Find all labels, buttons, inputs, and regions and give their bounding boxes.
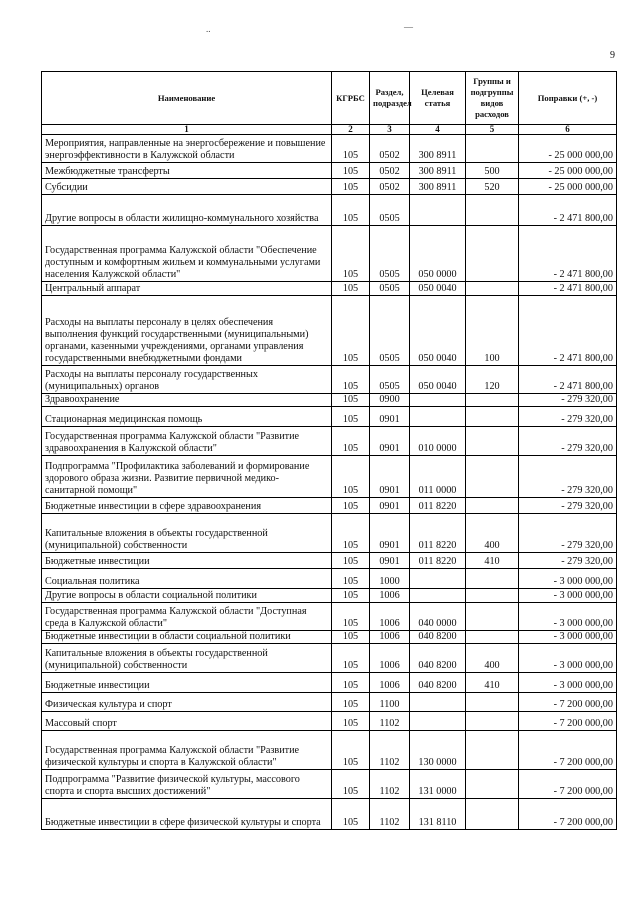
row-section-cell: 0502: [370, 135, 410, 163]
row-name-cell: Государственная программа Калужской области "Обеспечение доступным и комфортным жильем и коммунальными услугами населения Калужской области": [42, 226, 332, 282]
row-section-cell: 0901: [370, 427, 410, 456]
row-kgrbs-cell: 105: [332, 712, 370, 731]
row-kgrbs-cell: 105: [332, 644, 370, 673]
row-kgrbs-cell: 105: [332, 498, 370, 514]
row-target-cell: 050 0040: [410, 366, 466, 394]
row-name-cell: Капитальные вложения в объекты государственной (муниципальной) собственности: [42, 514, 332, 553]
row-section-cell: 1006: [370, 631, 410, 644]
row-section-cell: 1102: [370, 731, 410, 770]
row-target-cell: 300 8911: [410, 163, 466, 179]
row-group-cell: [466, 135, 519, 163]
column-number: 3: [370, 125, 410, 135]
row-kgrbs-cell: 105: [332, 553, 370, 569]
row-amount-cell: - 3 000 000,00: [519, 603, 617, 631]
table-row: [42, 163, 617, 179]
row-target-cell: [410, 712, 466, 731]
scan-mark-left: ..: [206, 24, 211, 34]
row-target-cell: 011 0000: [410, 456, 466, 498]
row-name-cell: Бюджетные инвестиции: [42, 673, 332, 693]
row-amount-cell: - 7 200 000,00: [519, 731, 617, 770]
row-target-cell: 011 8220: [410, 514, 466, 553]
row-kgrbs-cell: 105: [332, 296, 370, 366]
row-section-cell: 1102: [370, 712, 410, 731]
table-row: [42, 456, 617, 498]
column-number: 2: [332, 125, 370, 135]
row-target-cell: 300 8911: [410, 179, 466, 195]
row-amount-cell: - 25 000 000,00: [519, 135, 617, 163]
row-section-cell: 0502: [370, 179, 410, 195]
row-kgrbs-cell: 105: [332, 195, 370, 226]
row-section-cell: 0505: [370, 195, 410, 226]
table-row: [42, 427, 617, 456]
row-name-cell: Расходы на выплаты персоналу в целях обеспечения выполнения функций государственными (муниципальными) органами, казенными учреждениями, органами управления государственными внебюджетными фондами: [42, 296, 332, 366]
column-number: 5: [466, 125, 519, 135]
row-section-cell: 1100: [370, 693, 410, 712]
row-section-cell: 0901: [370, 456, 410, 498]
row-target-cell: 040 8200: [410, 631, 466, 644]
header-name: Наименование: [42, 72, 332, 125]
row-name-cell: Бюджетные инвестиции: [42, 553, 332, 569]
row-section-cell: 1006: [370, 673, 410, 693]
row-group-cell: [466, 712, 519, 731]
row-target-cell: 011 8220: [410, 498, 466, 514]
row-name-cell: Расходы на выплаты персоналу государственных (муниципальных) органов: [42, 366, 332, 394]
row-kgrbs-cell: 105: [332, 226, 370, 282]
row-amount-cell: - 279 320,00: [519, 394, 617, 407]
row-target-cell: [410, 569, 466, 589]
row-kgrbs-cell: 105: [332, 163, 370, 179]
row-amount-cell: - 2 471 800,00: [519, 282, 617, 296]
table-row: [42, 712, 617, 731]
row-kgrbs-cell: 105: [332, 427, 370, 456]
row-name-cell: Социальная политика: [42, 569, 332, 589]
row-kgrbs-cell: 105: [332, 456, 370, 498]
row-target-cell: 010 0000: [410, 427, 466, 456]
table-row: [42, 693, 617, 712]
row-kgrbs-cell: 105: [332, 799, 370, 830]
row-amount-cell: - 7 200 000,00: [519, 712, 617, 731]
row-amount-cell: - 279 320,00: [519, 407, 617, 427]
row-target-cell: [410, 407, 466, 427]
table-row: [42, 799, 617, 830]
row-kgrbs-cell: 105: [332, 282, 370, 296]
row-section-cell: 0505: [370, 226, 410, 282]
header-target: Целевая статья: [410, 72, 466, 125]
table-row: [42, 226, 617, 282]
row-kgrbs-cell: 105: [332, 135, 370, 163]
row-group-cell: [466, 282, 519, 296]
row-kgrbs-cell: 105: [332, 770, 370, 799]
header-kgrbs: КГРБС: [332, 72, 370, 125]
row-target-cell: 050 0040: [410, 296, 466, 366]
table-row: [42, 589, 617, 603]
row-target-cell: 040 0000: [410, 603, 466, 631]
row-group-cell: [466, 394, 519, 407]
row-section-cell: 0901: [370, 498, 410, 514]
row-name-cell: Стационарная медицинская помощь: [42, 407, 332, 427]
header-groups: Группы и подгруппы видов расходов: [466, 72, 519, 125]
row-group-cell: [466, 770, 519, 799]
table-row: [42, 179, 617, 195]
row-group-cell: [466, 195, 519, 226]
row-kgrbs-cell: 105: [332, 394, 370, 407]
row-name-cell: Субсидии: [42, 179, 332, 195]
table-body: [42, 135, 617, 830]
row-name-cell: Бюджетные инвестиции в сфере физической культуры и спорта: [42, 799, 332, 830]
row-kgrbs-cell: 105: [332, 179, 370, 195]
row-group-cell: [466, 407, 519, 427]
column-number: 4: [410, 125, 466, 135]
row-group-cell: 520: [466, 179, 519, 195]
row-kgrbs-cell: 105: [332, 673, 370, 693]
row-amount-cell: - 7 200 000,00: [519, 693, 617, 712]
table-row: [42, 569, 617, 589]
row-section-cell: 1102: [370, 770, 410, 799]
row-group-cell: [466, 693, 519, 712]
table-row: [42, 407, 617, 427]
row-group-cell: [466, 603, 519, 631]
row-target-cell: 040 8200: [410, 644, 466, 673]
row-target-cell: 131 8110: [410, 799, 466, 830]
row-target-cell: 300 8911: [410, 135, 466, 163]
row-group-cell: [466, 226, 519, 282]
row-section-cell: 0901: [370, 514, 410, 553]
row-section-cell: 1006: [370, 644, 410, 673]
row-name-cell: Бюджетные инвестиции в области социальной политики: [42, 631, 332, 644]
row-group-cell: [466, 731, 519, 770]
row-target-cell: 130 0000: [410, 731, 466, 770]
row-amount-cell: - 3 000 000,00: [519, 589, 617, 603]
row-target-cell: 040 8200: [410, 673, 466, 693]
row-name-cell: Государственная программа Калужской области "Развитие здравоохранения в Калужской области": [42, 427, 332, 456]
table-header-row: [42, 72, 617, 125]
row-name-cell: Подпрограмма "Развитие физической культуры, массового спорта и спорта высших достижений": [42, 770, 332, 799]
row-section-cell: 1102: [370, 799, 410, 830]
row-group-cell: 400: [466, 514, 519, 553]
row-amount-cell: - 3 000 000,00: [519, 644, 617, 673]
row-kgrbs-cell: 105: [332, 589, 370, 603]
row-kgrbs-cell: 105: [332, 731, 370, 770]
row-group-cell: [466, 498, 519, 514]
row-group-cell: [466, 427, 519, 456]
row-section-cell: 0505: [370, 366, 410, 394]
row-name-cell: Капитальные вложения в объекты государственной (муниципальной) собственности: [42, 644, 332, 673]
row-section-cell: 1006: [370, 603, 410, 631]
page-number: 9: [610, 50, 615, 61]
table-row: [42, 366, 617, 394]
row-section-cell: 0502: [370, 163, 410, 179]
row-amount-cell: - 25 000 000,00: [519, 163, 617, 179]
row-group-cell: [466, 799, 519, 830]
row-amount-cell: - 279 320,00: [519, 456, 617, 498]
table-row: [42, 770, 617, 799]
row-amount-cell: - 3 000 000,00: [519, 631, 617, 644]
row-amount-cell: - 2 471 800,00: [519, 195, 617, 226]
row-group-cell: 500: [466, 163, 519, 179]
table-row: [42, 731, 617, 770]
row-name-cell: Другие вопросы в области социальной политики: [42, 589, 332, 603]
row-kgrbs-cell: 105: [332, 407, 370, 427]
row-target-cell: 131 0000: [410, 770, 466, 799]
row-group-cell: [466, 589, 519, 603]
row-section-cell: 0901: [370, 407, 410, 427]
table-row: [42, 673, 617, 693]
row-kgrbs-cell: 105: [332, 693, 370, 712]
table-row: [42, 553, 617, 569]
row-amount-cell: - 2 471 800,00: [519, 226, 617, 282]
row-target-cell: 011 8220: [410, 553, 466, 569]
row-name-cell: Подпрограмма "Профилактика заболеваний и формирование здорового образа жизни. Развитие первичной медико-санитарной помощи": [42, 456, 332, 498]
table-row: [42, 603, 617, 631]
row-target-cell: 050 0040: [410, 282, 466, 296]
column-number: 1: [42, 125, 332, 135]
table-row: [42, 514, 617, 553]
row-name-cell: Государственная программа Калужской области "Развитие физической культуры и спорта в Калужской области": [42, 731, 332, 770]
row-amount-cell: - 279 320,00: [519, 553, 617, 569]
row-section-cell: 0901: [370, 553, 410, 569]
row-target-cell: [410, 589, 466, 603]
table-row: [42, 394, 617, 407]
row-amount-cell: - 2 471 800,00: [519, 296, 617, 366]
row-name-cell: Другие вопросы в области жилищно-коммунального хозяйства: [42, 195, 332, 226]
row-amount-cell: - 279 320,00: [519, 498, 617, 514]
table-row: [42, 282, 617, 296]
row-section-cell: 0505: [370, 282, 410, 296]
row-group-cell: 120: [466, 366, 519, 394]
header-amendments: Поправки (+, -): [519, 72, 617, 125]
row-name-cell: Межбюджетные трансферты: [42, 163, 332, 179]
row-name-cell: Здравоохранение: [42, 394, 332, 407]
row-section-cell: 0900: [370, 394, 410, 407]
budget-amendments-table: [41, 71, 617, 830]
row-name-cell: Физическая культура и спорт: [42, 693, 332, 712]
row-amount-cell: - 7 200 000,00: [519, 799, 617, 830]
row-kgrbs-cell: 105: [332, 366, 370, 394]
scan-mark-right: —: [404, 22, 413, 32]
table-row: [42, 631, 617, 644]
row-amount-cell: - 3 000 000,00: [519, 569, 617, 589]
table-row: [42, 644, 617, 673]
row-group-cell: [466, 456, 519, 498]
row-amount-cell: - 279 320,00: [519, 514, 617, 553]
row-kgrbs-cell: 105: [332, 603, 370, 631]
row-group-cell: [466, 569, 519, 589]
row-group-cell: [466, 631, 519, 644]
header-section: Раздел, подраздел: [370, 72, 410, 125]
row-amount-cell: - 7 200 000,00: [519, 770, 617, 799]
row-kgrbs-cell: 105: [332, 569, 370, 589]
row-amount-cell: - 3 000 000,00: [519, 673, 617, 693]
column-number: 6: [519, 125, 617, 135]
row-section-cell: 1000: [370, 569, 410, 589]
column-numbers-row: [42, 125, 617, 135]
row-target-cell: [410, 693, 466, 712]
row-group-cell: 410: [466, 553, 519, 569]
row-section-cell: 0505: [370, 296, 410, 366]
row-name-cell: Центральный аппарат: [42, 282, 332, 296]
row-section-cell: 1006: [370, 589, 410, 603]
row-group-cell: 400: [466, 644, 519, 673]
row-group-cell: 100: [466, 296, 519, 366]
row-name-cell: Мероприятия, направленные на энергосбережение и повышение энергоэффективности в Калужской области: [42, 135, 332, 163]
row-target-cell: [410, 195, 466, 226]
table-row: [42, 195, 617, 226]
row-name-cell: Государственная программа Калужской области "Доступная среда в Калужской области": [42, 603, 332, 631]
row-amount-cell: - 2 471 800,00: [519, 366, 617, 394]
row-kgrbs-cell: 105: [332, 514, 370, 553]
table-row: [42, 498, 617, 514]
row-target-cell: 050 0000: [410, 226, 466, 282]
row-name-cell: Бюджетные инвестиции в сфере здравоохранения: [42, 498, 332, 514]
row-group-cell: 410: [466, 673, 519, 693]
table-row: [42, 135, 617, 163]
row-target-cell: [410, 394, 466, 407]
row-name-cell: Массовый спорт: [42, 712, 332, 731]
table-row: [42, 296, 617, 366]
row-amount-cell: - 279 320,00: [519, 427, 617, 456]
row-kgrbs-cell: 105: [332, 631, 370, 644]
row-amount-cell: - 25 000 000,00: [519, 179, 617, 195]
